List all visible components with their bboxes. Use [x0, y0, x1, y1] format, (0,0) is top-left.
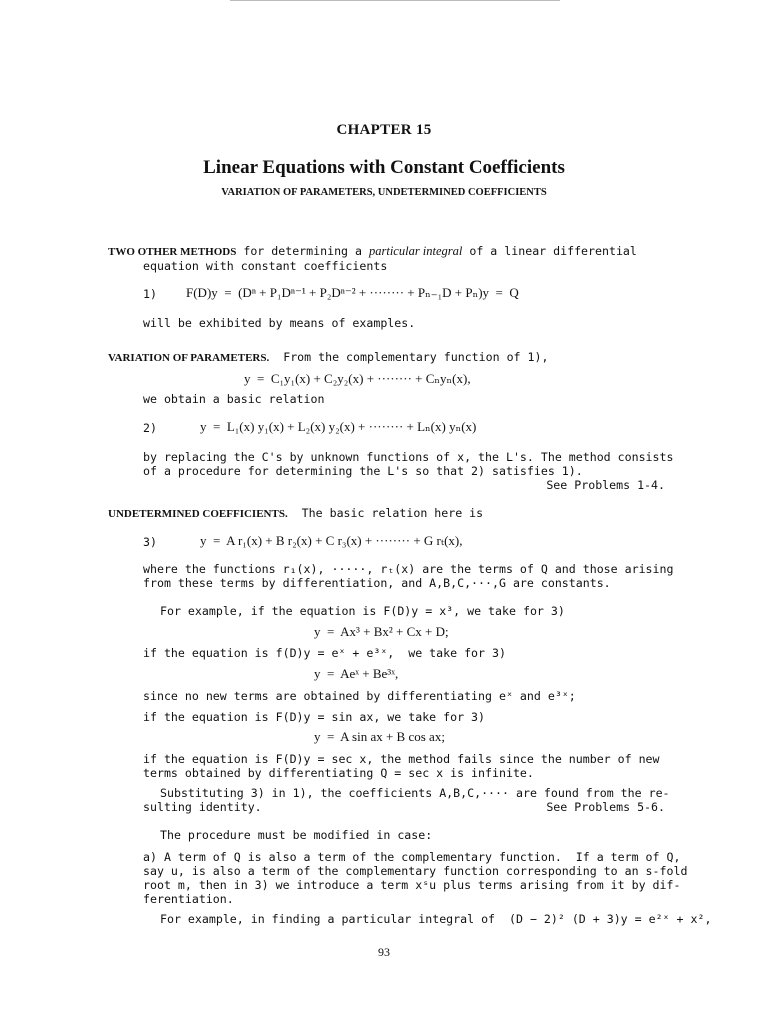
case-a-line-3: root m, then in 3) we introduce a term xˢu plus terms arising from it by dif-	[143, 878, 681, 892]
intro-text-1: for determining a	[236, 244, 369, 258]
intro-line-3: will be exhibited by means of examples.	[143, 316, 416, 330]
case-a-line-2: say u, is also a term of the complementary function corresponding to an s-fold	[143, 864, 688, 878]
variation-see-problems: See Problems 1-4.	[546, 478, 665, 492]
undetermined-text: The basic relation here is	[287, 506, 484, 520]
variation-para-1: by replacing the C's by unknown functions of x, the L's. The method consists	[143, 450, 674, 464]
equation-3: y = A r₁(x) + B r₂(x) + C r₃(x) + ········ + G rₜ(x),	[200, 533, 463, 548]
undetermined-para-2: from these terms by differentiation, and A,B,C,···,G are constants.	[143, 576, 611, 590]
example-1-intro: For example, if the equation is F(D)y = x³, we take for 3)	[160, 604, 565, 618]
top-rule	[230, 0, 560, 1]
example-3-equation: y = A sin ax + B cos ax;	[314, 729, 445, 744]
undetermined-line-1	[108, 506, 483, 521]
example-2-note: since no new terms are obtained by differentiating eˣ and e³ˣ;	[143, 689, 576, 703]
variation-line-2: we obtain a basic relation	[143, 392, 325, 406]
intro-emphasis: particular integral	[368, 244, 463, 258]
page-number: 93	[378, 945, 390, 959]
intro-line-2: equation with constant coefficients	[143, 259, 388, 273]
example-2-intro: if the equation is f(D)y = eˣ + e³ˣ, we take for 3)	[143, 646, 506, 660]
equation-3-label: 3)	[143, 535, 157, 549]
undetermined-see-problems: See Problems 5-6.	[546, 800, 665, 814]
equation-1: F(D)y = (Dⁿ + P₁Dⁿ⁻¹ + P₂Dⁿ⁻² + ········ + Pₙ₋₁D + Pₙ)y = Q	[186, 285, 519, 300]
equation-2-label: 2)	[143, 421, 157, 435]
example-3-intro: if the equation is F(D)y = sin ax, we take for 3)	[143, 710, 486, 724]
chapter-heading: CHAPTER 15	[336, 122, 432, 138]
intro-line-1	[108, 244, 637, 259]
undetermined-para-1: where the functions r₁(x), ·····, rₜ(x) are the terms of Q and those arising	[143, 562, 674, 576]
variation-heading: VARIATION OF PARAMETERS.	[108, 352, 270, 364]
variation-para-2: of a procedure for determining the L's so that 2) satisfies 1).	[143, 464, 583, 478]
equation-2: y = L₁(x) y₁(x) + L₂(x) y₂(x) + ········ + Lₙ(x) yₙ(x)	[200, 419, 477, 434]
intro-heading: TWO OTHER METHODS	[108, 246, 237, 258]
example-1-equation: y = Ax³ + Bx² + Cx + D;	[314, 624, 449, 639]
example-5: For example, in finding a particular integral of (D − 2)² (D + 3)y = e²ˣ + x²,	[160, 912, 712, 926]
case-a-line-4: ferentiation.	[143, 892, 234, 906]
modify-intro: The procedure must be modified in case:	[160, 828, 433, 842]
example-2-equation: y = Aeˣ + Be³ˣ,	[314, 666, 399, 681]
example-4-line-1: if the equation is F(D)y = sec x, the method fails since the number of new	[143, 752, 660, 766]
variation-line-1	[108, 350, 548, 365]
example-4-line-2: terms obtained by differentiating Q = sec x is infinite.	[143, 766, 534, 780]
substituting-line-1: Substituting 3) in 1), the coefficients A,B,C,···· are found from the re-	[160, 786, 670, 800]
chapter-subtitle: VARIATION OF PARAMETERS, UNDETERMINED COEFFICIENTS	[221, 187, 547, 198]
equation-1-label: 1)	[143, 287, 157, 301]
case-a-line-1: a) A term of Q is also a term of the complementary function. If a term of Q,	[143, 850, 681, 864]
undetermined-heading: UNDETERMINED COEFFICIENTS.	[108, 508, 288, 520]
intro-text-2: of a linear differential	[462, 244, 637, 258]
complementary-function-equation: y = C₁y₁(x) + C₂y₂(x) + ········ + Cₙyₙ(x),	[244, 371, 471, 386]
variation-text: From the complementary function of 1),	[269, 350, 549, 364]
substituting-line-2: sulting identity.	[143, 800, 262, 814]
chapter-title: Linear Equations with Constant Coefficients	[203, 157, 565, 178]
